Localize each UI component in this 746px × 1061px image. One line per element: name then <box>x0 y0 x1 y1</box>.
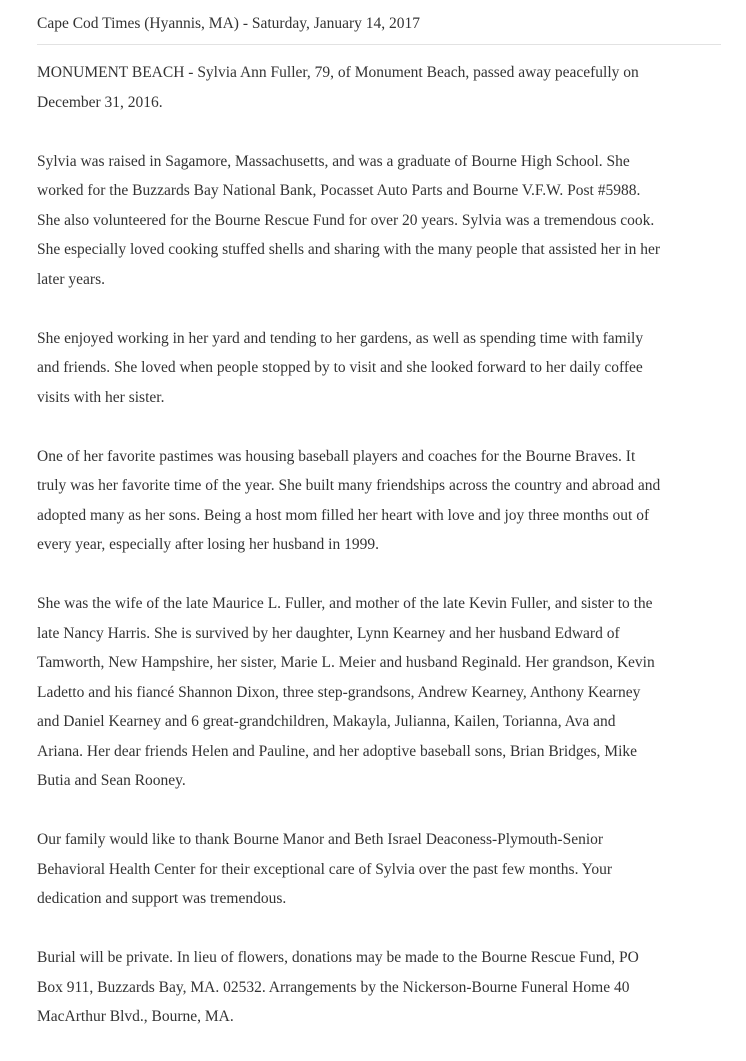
article-paragraph-career: Sylvia was raised in Sagamore, Massachusetts, and was a graduate of Bourne High School. She worked for the Buzzards Bay National Bank, Pocasset Auto Parts and Bourne V.F.W. Post #5988. She also volunteered for the Bourne Rescue Fund for over 20 years. Sylvia was a tremendous cook. She especially loved cooking stuffed shells and sharing with the many people that assisted her in her later years. <box>37 152 661 288</box>
article-paragraph-family: She was the wife of the late Maurice L. Fuller, and mother of the late Kevin Fuller, and sister to the late Nancy Harris. She is survived by her daughter, Lynn Kearney and her husband Edward of Tamworth, New Hampshire, her sister, Marie L. Meier and husband Reginald. Her grandson, Kevin Ladetto and his fiancé Shannon Dixon, three step-grandsons, Andrew Kearney, Anthony Kearney and Daniel Kearney and 6 great-grandchildren, Makayla, Julianna, Kailen, Torianna, Ava and Ariana. Her dear friends Helen and Pauline, and her adoptive baseball sons, Brian Bridges, Mike Butia and Sean Rooney. <box>37 595 655 789</box>
article-paragraph-intro: MONUMENT BEACH - Sylvia Ann Fuller, 79, of Monument Beach, passed away peacefully on December 31, 2016. <box>37 64 639 111</box>
article-paragraph-thanks: Our family would like to thank Bourne Manor and Beth Israel Deaconess-Plymouth-Senior Behavioral Health Center for their exceptional care of Sylvia over the past few months. Your dedication and support was tremendous. <box>37 831 613 907</box>
article-paragraph-burial: Burial will be private. In lieu of flowers, donations may be made to the Bourne Rescue Fund, PO Box 911, Buzzards Bay, MA. 02532. Arrangements by the Nickerson-Bourne Funeral Home 40 MacArthur Blvd., Bourne, MA. <box>37 949 639 1025</box>
article-paragraph-hobbies: She enjoyed working in her yard and tending to her gardens, as well as spending time with family and friends. She loved when people stopped by to visit and she looked forward to her daily coffee visits with her sister. <box>37 329 644 406</box>
article-paragraph-baseball: One of her favorite pastimes was housing baseball players and coaches for the Bourne Braves. It truly was her favorite time of the year. She built many friendships across the country and abroad and adopted many as her sons. Being a host mom filled her heart with love and joy three months out of every year, especially after losing her husband in 1999. <box>37 447 661 553</box>
obituary-article <box>37 58 727 1061</box>
source-dateline: Cape Cod Times (Hyannis, MA) - Saturday, January 14, 2017 <box>37 15 421 32</box>
header-divider <box>37 44 721 45</box>
